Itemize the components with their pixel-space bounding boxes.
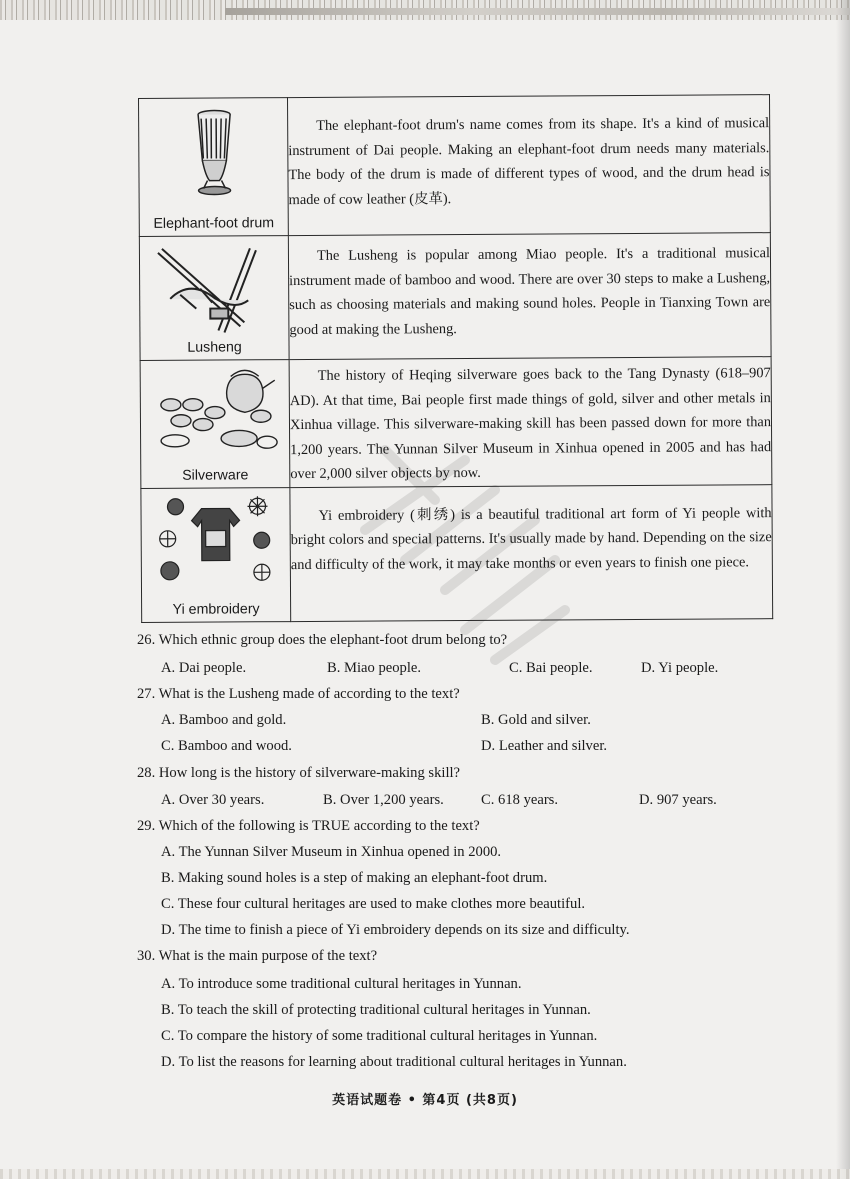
row-text — [290, 484, 773, 621]
heritage-table — [138, 94, 773, 622]
image-cell — [141, 487, 291, 622]
option-a[interactable]: A. The Yunnan Silver Museum in Xinhua opened in 2000. — [161, 844, 502, 860]
yi-embroidery-icon — [141, 490, 290, 587]
option-b[interactable]: B. To teach the skill of protecting traditional cultural heritages in Yunnan. — [161, 1002, 591, 1018]
table-row — [139, 233, 771, 361]
scan-top-edge — [0, 0, 850, 20]
option-c[interactable]: C. 618 years. — [481, 792, 559, 808]
image-cell — [139, 236, 289, 361]
silverware-icon — [141, 362, 290, 459]
question-stem: 26. Which ethnic group does the elephant-foot drum belong to? — [137, 632, 508, 648]
image-cell — [140, 360, 290, 488]
option-b[interactable]: B. Over 1,200 years. — [323, 792, 444, 808]
row-text-content: The Lusheng is popular among Miao people. It's a traditional musical instrument made of bamboo and wood. There are over 30 steps to make a Lusheng, such as choosing materials and making sound holes. People in Tianxing Town are good at making the Lusheng. — [289, 245, 771, 338]
row-caption: Elephant-foot drum — [153, 215, 275, 232]
option-c[interactable]: C. These four cultural heritages are used to make clothes more beautiful. — [161, 896, 586, 912]
table-row — [139, 95, 771, 237]
option-c[interactable]: C. To compare the history of some traditional cultural heritages in Yunnan. — [161, 1028, 598, 1044]
question-stem: 30. What is the main purpose of the text? — [137, 948, 378, 964]
row-text-content: Yi embroidery (刺绣) is a beautiful traditional art form of Yi people with bright colors and special patterns. It's usually made by hand. Depending on the size and difficulty of the work, it may take months or even years to finish one piece. — [290, 504, 772, 573]
option-d[interactable]: D. Yi people. — [641, 660, 719, 676]
elephant-foot-drum-icon — [139, 100, 288, 197]
option-a[interactable]: A. Over 30 years. — [161, 792, 265, 808]
row-text-content: The elephant-foot drum's name comes from its shape. It's a kind of musical instrument of Dai people. Making an elephant-foot drum needs many materials. The body of the drum is made of different types of wood, and the drum head is made of cow leather (皮革). — [288, 115, 770, 208]
option-b[interactable]: B. Miao people. — [327, 660, 422, 676]
question-stem: 29. Which of the following is TRUE according to the text? — [137, 818, 480, 834]
option-b[interactable]: B. Making sound holes is a step of making an elephant-foot drum. — [161, 870, 548, 886]
option-d[interactable]: D. Leather and silver. — [481, 738, 608, 754]
row-text-content: The history of Heqing silverware goes back to the Tang Dynasty (618–907 AD). At that time, Bai people first made things of gold, silver and other metals in Xinhua village. This silverware-making skill has been passed down for more than 1,200 years. The Yunnan Silver Museum in Xinhua opened in 2005 and has had over 2,000 silver objects by now. — [289, 365, 772, 483]
question-stem: 27. What is the Lusheng made of according to the text? — [137, 686, 460, 702]
row-text — [288, 95, 771, 236]
row-text — [288, 233, 771, 360]
table-row — [141, 484, 773, 622]
option-d[interactable]: D. The time to finish a piece of Yi embroidery depends on its size and difficulty. — [161, 922, 630, 938]
option-a[interactable]: A. Dai people. — [161, 660, 247, 676]
row-text — [289, 357, 772, 487]
option-a[interactable]: A. To introduce some traditional cultural heritages in Yunnan. — [161, 976, 522, 992]
option-c[interactable]: C. Bamboo and wood. — [161, 738, 292, 754]
option-a[interactable]: A. Bamboo and gold. — [161, 712, 287, 728]
scan-right-shadow — [836, 0, 850, 1179]
page-footer: 英语试题卷 • 第4页 (共8页) — [332, 1093, 518, 1108]
option-c[interactable]: C. Bai people. — [509, 660, 593, 676]
image-cell — [139, 98, 289, 237]
row-caption: Yi embroidery — [172, 600, 260, 618]
row-caption: Silverware — [182, 466, 249, 484]
option-d[interactable]: D. 907 years. — [639, 792, 717, 808]
option-d[interactable]: D. To list the reasons for learning about traditional cultural heritages in Yunnan. — [161, 1054, 627, 1070]
row-caption: Lusheng — [187, 339, 242, 356]
scan-bottom-edge — [0, 1169, 850, 1179]
lusheng-icon — [140, 238, 289, 335]
table-row — [140, 357, 772, 488]
option-b[interactable]: B. Gold and silver. — [481, 712, 591, 728]
question-stem: 28. How long is the history of silverware-making skill? — [137, 765, 461, 781]
